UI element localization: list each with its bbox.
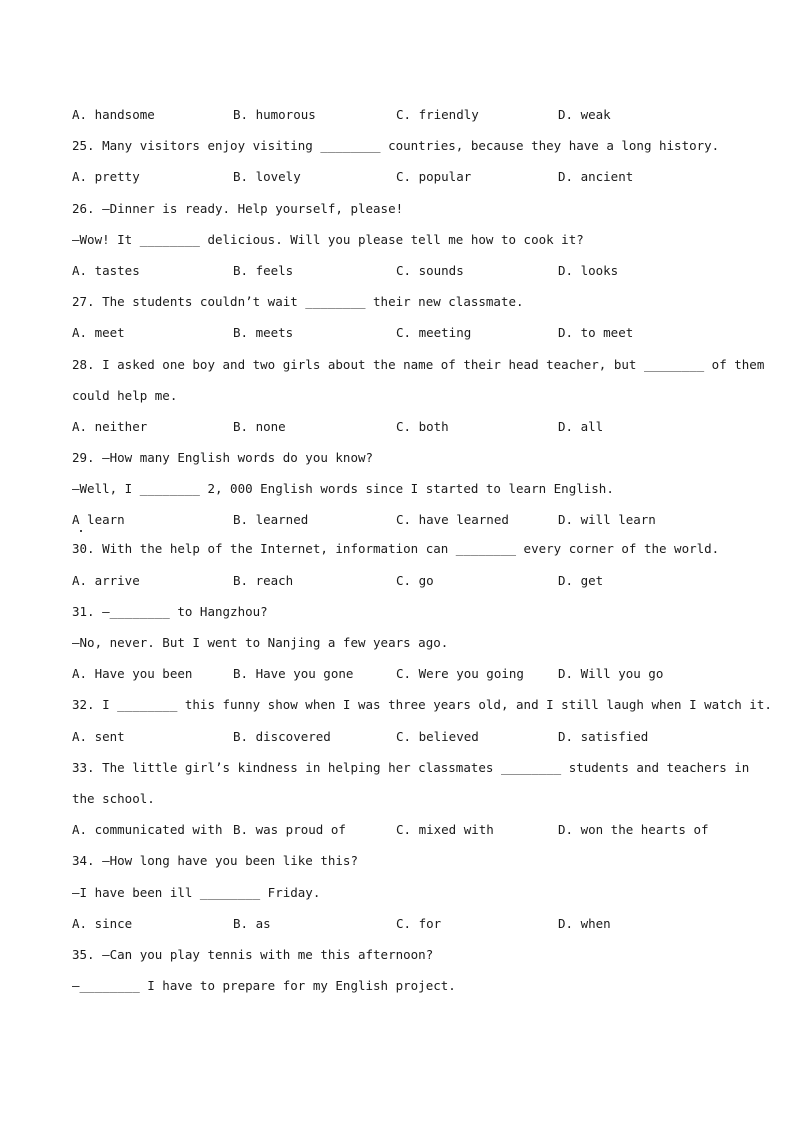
answer-options <box>72 416 732 447</box>
answer-option: C. believed <box>396 728 479 744</box>
question-line: 33. The little girl’s kindness in helping her classmates ________ students and teachers in <box>72 759 750 775</box>
answer-option: A. pretty <box>72 169 140 185</box>
question-line: —________ I have to prepare for my English project. <box>72 978 456 994</box>
answer-option: B. meets <box>233 325 294 341</box>
question-line: 27. The students couldn’t wait ________ their new classmate. <box>72 294 524 310</box>
answer-option: C. sounds <box>396 262 464 278</box>
question-line: the school. <box>72 790 155 806</box>
answer-option: B. was proud of <box>233 822 346 838</box>
answer-option: C. both <box>396 418 449 434</box>
answer-options <box>72 819 732 850</box>
question-line: could help me. <box>72 387 178 403</box>
answer-option: C. friendly <box>396 107 479 122</box>
answer-option: C. Were you going <box>396 666 524 682</box>
question-line: —Wow! It ________ delicious. Will you please tell me how to cook it? <box>72 231 584 247</box>
answer-option: A. communicated with <box>72 822 223 838</box>
answer-option: D. get <box>558 572 604 588</box>
answer-options <box>72 726 732 757</box>
answer-option: D. ancient <box>558 169 634 185</box>
answer-option: C. meeting <box>396 325 472 341</box>
answer-option: B. Have you gone <box>233 666 354 682</box>
exam-page <box>72 104 772 1006</box>
answer-option: D. to meet <box>558 325 634 341</box>
question-line: 25. Many visitors enjoy visiting ________ countries, because they have a long history. <box>72 138 720 154</box>
question-line: 31. —________ to Hangzhou? <box>72 603 268 619</box>
answer-options <box>72 570 732 601</box>
stray-mark <box>80 530 82 532</box>
question-line: —No, never. But I went to Nanjing a few years ago. <box>72 635 449 650</box>
answer-option: A. handsome <box>72 107 155 122</box>
question-line: —I have been ill ________ Friday. <box>72 884 321 900</box>
answer-option: D. when <box>558 915 611 931</box>
answer-option: B. feels <box>233 262 294 278</box>
answer-option: A. neither <box>72 418 148 434</box>
answer-option: D. won the hearts of <box>558 822 709 838</box>
question-line: 30. With the help of the Internet, information can ________ every corner of the world. <box>72 541 720 557</box>
answer-option: D. weak <box>558 107 611 122</box>
answer-option: C. popular <box>396 169 472 185</box>
answer-option: A. meet <box>72 325 125 341</box>
question-line: 35. —Can you play tennis with me this afternoon? <box>72 946 434 962</box>
answer-option: B. humorous <box>233 107 316 122</box>
answer-option: A. Have you been <box>72 666 193 682</box>
answer-options <box>72 663 732 694</box>
question-line: —Well, I ________ 2, 000 English words since I started to learn English. <box>72 481 614 497</box>
question-line: 34. —How long have you been like this? <box>72 853 358 869</box>
answer-option: B. discovered <box>233 728 331 744</box>
answer-option: B. reach <box>233 572 294 588</box>
answer-option: A learn <box>72 512 125 528</box>
answer-option: C. have learned <box>396 512 509 528</box>
question-line: 29. —How many English words do you know? <box>72 450 374 466</box>
answer-option: B. learned <box>233 512 309 528</box>
answer-option: D. Will you go <box>558 666 664 682</box>
answer-option: B. lovely <box>233 169 301 185</box>
question-line: 26. —Dinner is ready. Help yourself, please! <box>72 200 404 216</box>
question-line: 28. I asked one boy and two girls about the name of their head teacher, but ________ of them <box>72 356 765 372</box>
answer-option: D. will learn <box>558 512 656 528</box>
answer-options <box>72 322 732 353</box>
answer-option: C. mixed with <box>396 822 494 838</box>
answer-option: A. since <box>72 915 133 931</box>
question-line: 32. I ________ this funny show when I was three years old, and I still laugh when I watch it. <box>72 697 772 713</box>
answer-option: A. sent <box>72 728 125 744</box>
answer-option: C. for <box>396 915 442 931</box>
answer-option: A. arrive <box>72 572 140 588</box>
answer-option: B. as <box>233 915 271 931</box>
answer-option: C. go <box>396 572 434 588</box>
answer-options <box>72 104 732 135</box>
answer-option: A. tastes <box>72 262 140 278</box>
answer-options <box>72 166 732 197</box>
answer-option: B. none <box>233 418 286 434</box>
answer-option: D. looks <box>558 262 619 278</box>
answer-option: D. satisfied <box>558 728 649 744</box>
answer-options <box>72 260 732 291</box>
answer-options <box>72 509 732 538</box>
answer-options <box>72 913 732 944</box>
answer-option: D. all <box>558 418 604 434</box>
